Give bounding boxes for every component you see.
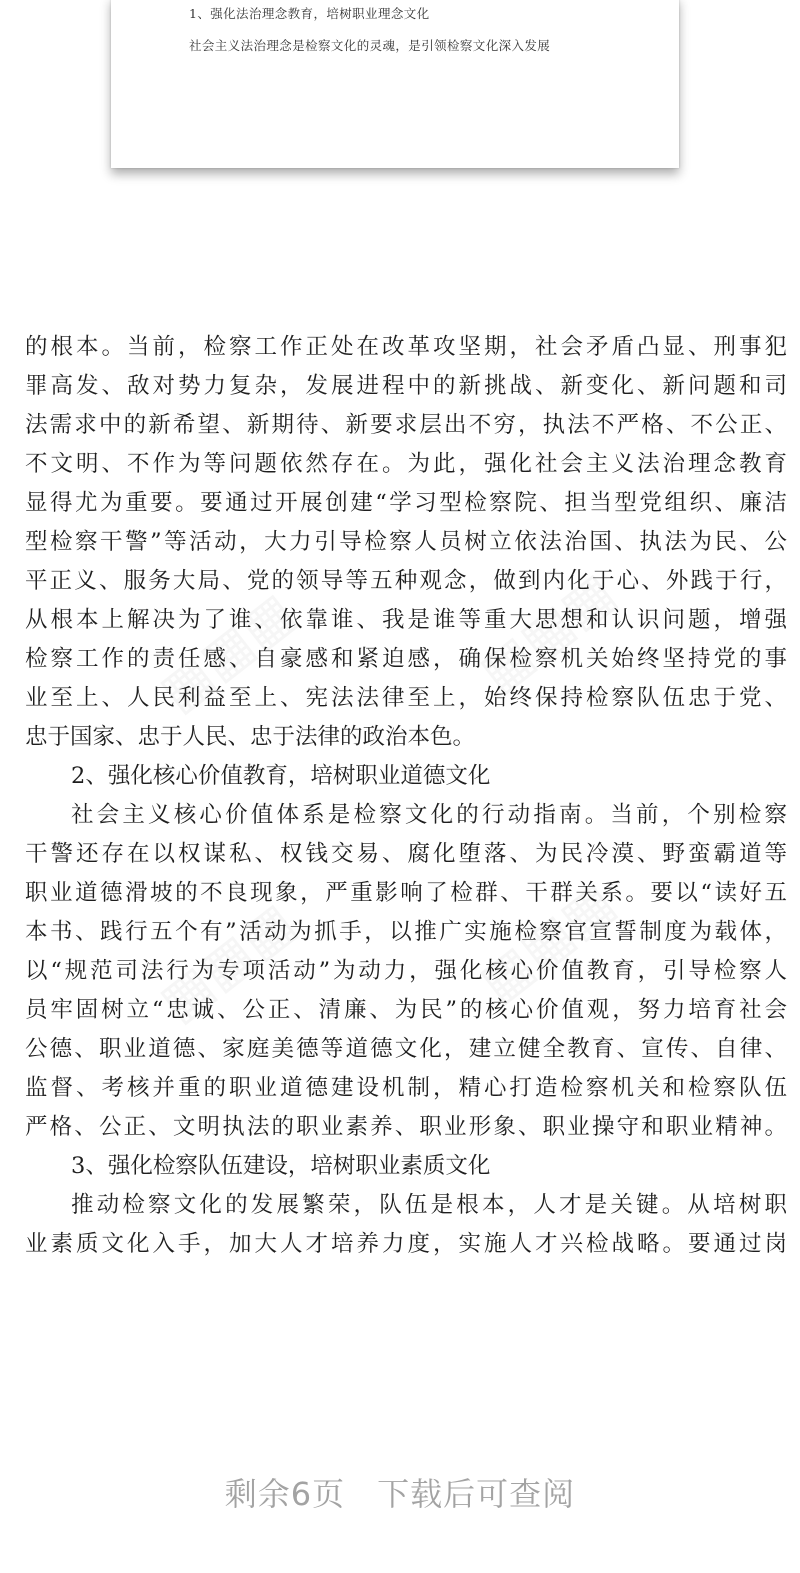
paragraph-line: 以“规范司法行为专项活动”为动力，强化核心价值教育，引导检察人 [25, 958, 787, 984]
paragraph-line: 检察工作的责任感、自豪感和紧迫感，确保检察机关始终坚持党的事 [25, 646, 787, 672]
remaining-pages-label[interactable]: 剩余6页 [224, 1475, 346, 1513]
page-preview-card [111, 0, 679, 168]
paragraph-line: 型检察干警”等活动，大力引导检察人员树立依法治国、执法为民、公 [25, 529, 787, 555]
paragraph-line: 业至上、人民利益至上、宪法法律至上，始终保持检察队伍忠于党、 [25, 685, 787, 711]
paragraph-line: 罪高发、敌对势力复杂，发展进程中的新挑战、新变化、新问题和司 [25, 373, 787, 399]
section-heading: 2、强化核心价值教育，培树职业道德文化 [71, 763, 491, 789]
paragraph-line: 监督、考核并重的职业道德建设机制，精心打造检察机关和检察队伍 [25, 1075, 787, 1101]
paragraph-line: 严格、公正、文明执法的职业素养、职业形象、职业操守和职业精神。 [25, 1114, 787, 1140]
paragraph-line: 推动检察文化的发展繁荣，队伍是根本，人才是关键。从培树职 [71, 1192, 787, 1218]
paragraph-line: 社会主义核心价值体系是检察文化的行动指南。当前，个别检察 [71, 802, 787, 828]
paragraph-line: 忠于国家、忠于人民、忠于法律的政治本色。 [25, 724, 476, 750]
document-body [25, 328, 787, 1264]
paragraph-line: 从根本上解决为了谁、依靠谁、我是谁等重大思想和认识问题，增强 [25, 607, 787, 633]
paragraph-line: 本书、践行五个有”活动为抓手，以推广实施检察官宣誓制度为载体， [25, 919, 787, 945]
paragraph-line: 干警还存在以权谋私、权钱交易、腐化堕落、为民冷漠、野蛮霸道等 [25, 841, 787, 867]
download-to-view-label[interactable]: 下载后可查阅 [377, 1475, 576, 1513]
paragraph-line: 平正义、服务大局、党的领导等五种观念，做到内化于心、外践于行， [25, 568, 787, 594]
preview-paragraph: 社会主义法治理念是检察文化的灵魂，是引领检察文化深入发展 [189, 38, 551, 53]
paragraph-line: 公德、职业道德、家庭美德等道德文化，建立健全教育、宣传、自律、 [25, 1036, 787, 1062]
download-prompt[interactable] [0, 1469, 800, 1515]
paragraph-line: 职业道德滑坡的不良现象，严重影响了检群、干群关系。要以“读好五 [25, 880, 787, 906]
paragraph-line: 显得尤为重要。要通过开展创建“学习型检察院、担当型党组织、廉洁 [25, 490, 787, 516]
paragraph-line: 的根本。当前，检察工作正处在改革攻坚期，社会矛盾凸显、刑事犯 [25, 334, 787, 360]
preview-heading: 1、强化法治理念教育，培树职业理念文化 [189, 6, 430, 21]
paragraph-line: 业素质文化入手，加大人才培养力度，实施人才兴检战略。要通过岗 [25, 1231, 787, 1257]
paragraph-line: 法需求中的新希望、新期待、新要求层出不穷，执法不严格、不公正、 [25, 412, 787, 438]
paragraph-line: 不文明、不作为等问题依然存在。为此，强化社会主义法治理念教育 [25, 451, 787, 477]
section-heading: 3、强化检察队伍建设，培树职业素质文化 [71, 1153, 491, 1179]
paragraph-line: 员牢固树立“忠诚、公正、清廉、为民”的核心价值观，努力培育社会 [25, 997, 787, 1023]
